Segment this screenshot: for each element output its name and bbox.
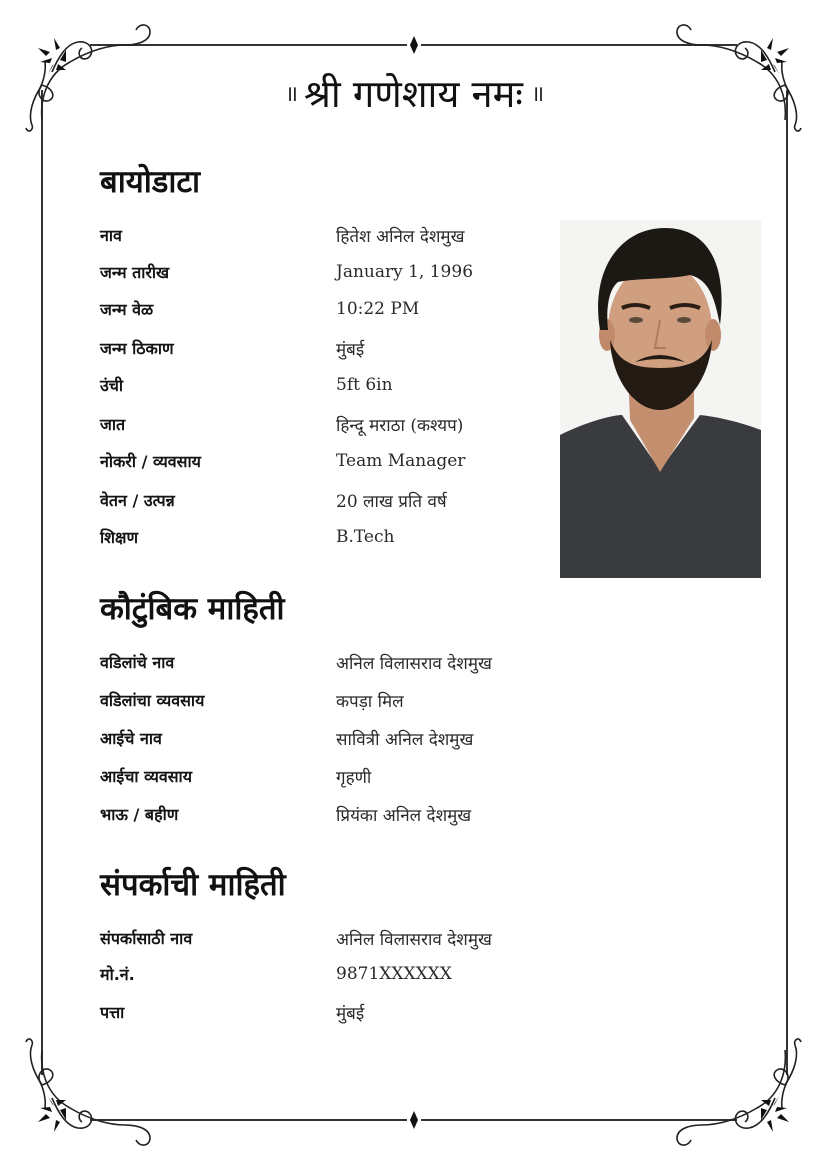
header-invocation xyxy=(0,58,827,128)
value: अनिल विलासराव देशमुख xyxy=(336,929,492,950)
value: 9871XXXXXX xyxy=(336,964,452,984)
value: January 1, 1996 xyxy=(336,262,474,282)
row-address xyxy=(100,997,540,1027)
label: भाऊ / बहीण xyxy=(100,805,179,824)
row-father-name xyxy=(100,647,540,677)
shri-ganeshaya-namah-title: श्री गणेशाय नमः xyxy=(304,72,523,116)
value: हिन्दू मराठा (कश्यप) xyxy=(336,415,464,436)
label: नाव xyxy=(100,226,122,245)
row-name xyxy=(100,220,540,250)
value: Team Manager xyxy=(336,451,466,471)
row-birth-time xyxy=(100,294,540,324)
label: वडिलांचा व्यवसाय xyxy=(100,691,205,710)
label: जन्म वेळ xyxy=(100,300,154,319)
value: सावित्री अनिल देशमुख xyxy=(336,729,474,750)
row-mother-occupation xyxy=(100,761,540,791)
label: वेतन / उत्पन्न xyxy=(100,491,175,510)
value: मुंबई xyxy=(336,339,365,360)
row-siblings xyxy=(100,799,540,829)
label: जन्म तारीख xyxy=(100,263,170,282)
row-occupation xyxy=(100,446,540,476)
label: मो.नं. xyxy=(100,965,135,984)
row-birth-date xyxy=(100,257,540,287)
label: उंची xyxy=(100,376,124,395)
label: पत्ता xyxy=(100,1003,125,1022)
value: 5ft 6in xyxy=(336,375,393,395)
value: कपड़ा मिल xyxy=(336,691,404,712)
row-mobile-number xyxy=(100,959,540,989)
value: प्रियंका अनिल देशमुख xyxy=(336,805,472,826)
row-father-occupation xyxy=(100,685,540,715)
person-portrait-icon xyxy=(560,220,761,578)
value: B.Tech xyxy=(336,527,395,547)
section-title-family-info: कौटुंबिक माहिती xyxy=(100,591,285,627)
row-caste xyxy=(100,409,540,439)
label: शिक्षण xyxy=(100,528,139,547)
section-title-biodata: बायोडाटा xyxy=(100,164,201,200)
label: नोकरी / व्यवसाय xyxy=(100,452,201,471)
right-ornament: ॥ xyxy=(531,82,543,107)
label: आईचा व्यवसाय xyxy=(100,767,192,786)
value: 10:22 PM xyxy=(336,299,420,319)
value: गृहणी xyxy=(336,767,372,788)
value: अनिल विलासराव देशमुख xyxy=(336,653,492,674)
row-birth-place xyxy=(100,333,540,363)
row-height xyxy=(100,370,540,400)
row-contact-name xyxy=(100,923,540,953)
value: 20 लाख प्रति वर्ष xyxy=(336,491,447,512)
profile-photo xyxy=(560,220,761,578)
row-education xyxy=(100,522,540,552)
left-ornament: ॥ xyxy=(284,82,296,107)
value: मुंबई xyxy=(336,1003,365,1024)
row-income xyxy=(100,485,540,515)
label: संपर्कासाठी नाव xyxy=(100,929,193,948)
label: आईचे नाव xyxy=(100,729,162,748)
label: जात xyxy=(100,415,126,434)
section-title-contact-info: संपर्काची माहिती xyxy=(100,867,286,903)
label: जन्म ठिकाण xyxy=(100,339,174,358)
label: वडिलांचे नाव xyxy=(100,653,175,672)
row-mother-name xyxy=(100,723,540,753)
value: हितेश अनिल देशमुख xyxy=(336,226,465,247)
